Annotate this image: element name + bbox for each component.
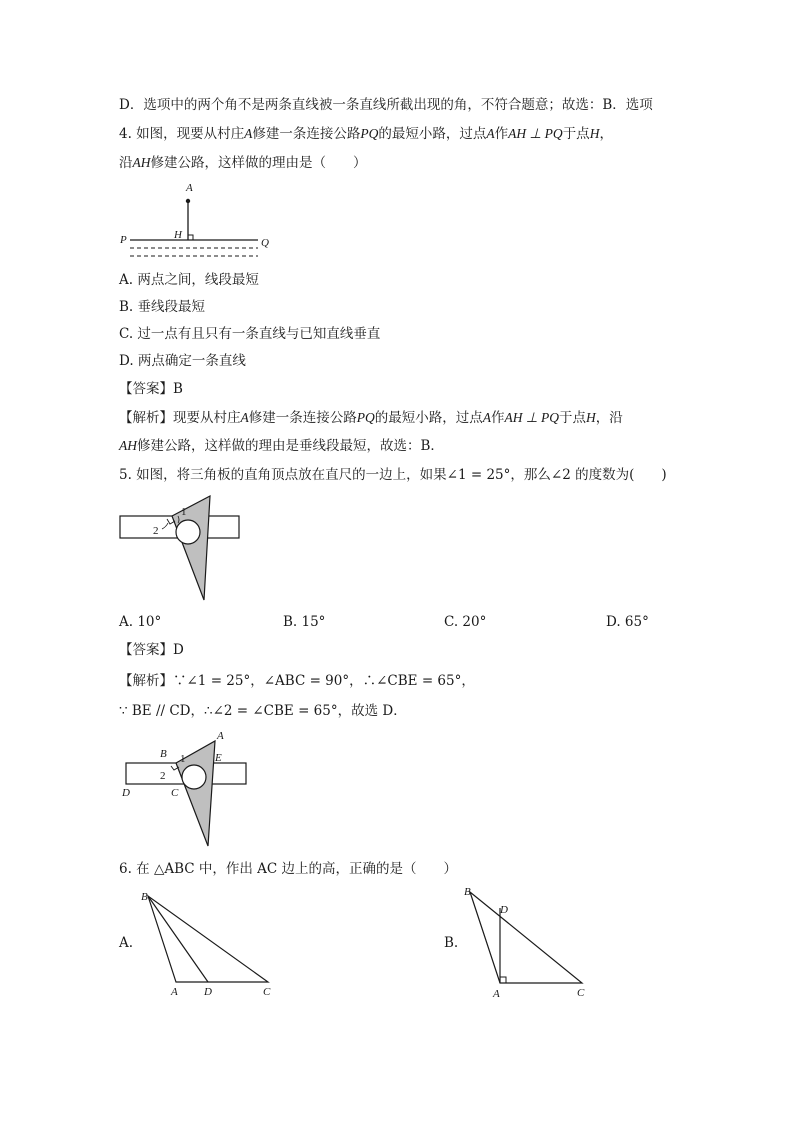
q6-b-label-a: A <box>493 988 500 1000</box>
q4-stem-text: 4. 如图，现要从村庄 <box>119 126 245 142</box>
q4-analysis-var: PQ <box>356 410 375 425</box>
q5-figure-ruler-triangle <box>118 494 243 604</box>
q4-stem-text: 修建一条连接公路 <box>252 126 361 142</box>
q6-option-b-figure <box>460 882 595 1000</box>
q4-analysis-var: AH <box>119 438 137 453</box>
q4-answer: 【答案】B <box>119 381 183 397</box>
q6-b-label-b: B <box>464 886 471 898</box>
q5-option-d: D. 65° <box>606 614 649 630</box>
q6-a-label-d: D <box>204 986 212 998</box>
q4-label-q: Q <box>261 237 269 249</box>
q4-analysis-text: 【解析】现要从村庄 <box>119 410 241 426</box>
q4-stem-text: 于点 <box>562 126 590 142</box>
q4-stem-text: 作 <box>494 126 509 142</box>
q5-fig2-label-e: E <box>215 752 222 764</box>
q4-option-b: B. 垂线段最短 <box>119 299 206 315</box>
q4-stem-var: AH <box>132 155 151 170</box>
q6-b-label-c: C <box>577 987 585 999</box>
q6-stem: 6. 在 △ABC 中，作出 AC 边上的高，正确的是（ ） <box>119 861 458 877</box>
q4-option-a: A. 两点之间，线段最短 <box>119 272 259 288</box>
q6-a-label-c: C <box>263 986 271 998</box>
q4-figure <box>115 180 285 260</box>
q5-answer: 【答案】D <box>119 642 184 658</box>
q4-stem-formula: AH ⊥ PQ <box>508 126 563 141</box>
q4-option-c: C. 过一点有且只有一条直线与已知直线垂直 <box>119 326 381 342</box>
q5-stem: 5. 如图，将三角板的直角顶点放在直尺的一边上，如果∠1 = 25°，那么∠2 的度数为( ) <box>119 467 667 483</box>
q6-option-a-figure <box>138 886 278 998</box>
q4-stem-text: 的最短小路，过点 <box>378 126 487 142</box>
q4-analysis-line2 <box>119 436 444 456</box>
q5-fig2-label-c: C <box>171 787 179 799</box>
q5-figure-labeled <box>118 728 258 850</box>
q4-stem-line2 <box>119 153 367 173</box>
q6-a-label-b: B <box>141 891 148 903</box>
q4-analysis-text: 的最短小路，过点 <box>374 410 483 426</box>
q5-fig2-label-b: B <box>160 748 167 760</box>
q4-stem-text: 沿 <box>119 155 133 171</box>
q5-analysis-line2: ∵ BE // CD，∴∠2 = ∠CBE = 65°，故选 D． <box>119 703 407 719</box>
q5-fig2-label-a: A <box>217 730 224 742</box>
q5-fig2-label-d: D <box>122 787 130 799</box>
q4-analysis-text: 于点 <box>559 410 587 426</box>
q4-stem-var: PQ <box>360 126 379 141</box>
q4-analysis-var: A <box>482 410 491 425</box>
q4-analysis-text: ，沿 <box>595 410 623 426</box>
q4-stem-var: A <box>244 126 253 141</box>
q5-fig2-angle2-label: 2 <box>160 770 166 782</box>
q4-stem-text: 修建公路，这样做的理由是（ ） <box>150 155 367 171</box>
q3-option-d-tail: D．选项中的两个角不是两条直线被一条直线所截出现的角，不符合题意；故选：B．选项 <box>119 97 653 113</box>
q4-stem-line1 <box>119 124 613 144</box>
q5-analysis-line1: 【解析】∵∠1 = 25°，∠ABC = 90°，∴∠CBE = 65°， <box>119 673 475 689</box>
q6-option-a-label: A. <box>119 935 134 951</box>
q4-stem-var: H <box>589 126 600 141</box>
q4-analysis-var: A <box>240 410 249 425</box>
q4-analysis-text: 修建一条连接公路 <box>248 410 357 426</box>
q4-stem-var: A <box>486 126 495 141</box>
q4-stem-text: ， <box>599 126 613 142</box>
q5-option-c: C. 20° <box>444 614 487 630</box>
q5-option-b: B. 15° <box>283 614 326 630</box>
q4-analysis-line1 <box>119 408 623 428</box>
q6-b-label-d: D <box>500 904 508 916</box>
q4-analysis-text: 修建公路，这样做的理由是垂线段最短，故选：B． <box>137 438 444 454</box>
q4-label-a: A <box>186 182 193 194</box>
q5-option-a: A. 10° <box>119 614 162 630</box>
q6-option-b-label: B. <box>444 935 459 951</box>
q5-fig1-angle2-label: 2 <box>153 525 159 537</box>
q6-a-label-a: A <box>171 986 178 998</box>
q5-fig2-angle1-label: 1 <box>180 753 186 765</box>
q4-label-p: P <box>120 234 127 246</box>
q5-fig1-angle1-label: 1 <box>181 506 187 518</box>
q4-analysis-var: H <box>586 410 596 425</box>
q4-label-h: H <box>174 229 182 241</box>
q4-option-d: D. 两点确定一条直线 <box>119 353 246 369</box>
q4-analysis-text: 作 <box>491 410 505 426</box>
q4-analysis-formula: AH ⊥ PQ <box>504 410 560 425</box>
